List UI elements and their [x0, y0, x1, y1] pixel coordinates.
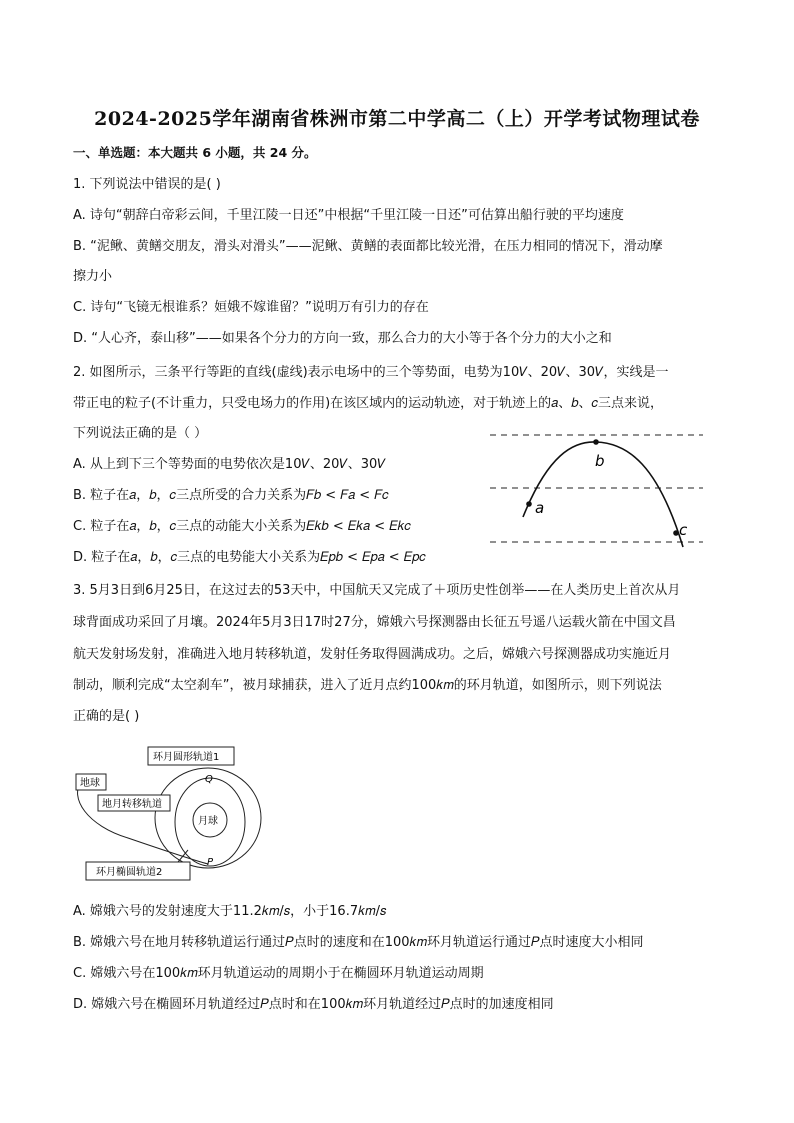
- q2-stem-line2: 带正电的粒子(不计重力，只受电场力的作用)在该区域内的运动轨迹，对于轨迹上的𝑎、𝑏、𝑐三点来说，: [73, 396, 664, 411]
- q1-stem: 1. 下列说法中错误的是( ): [73, 177, 221, 192]
- label-a: a: [535, 499, 545, 517]
- q3-stem-line3: 航天发射场发射，准确进入地月转移轨道，发射任务取得圆满成功。之后，嫦娥六号探测器成功实施近月: [73, 647, 672, 662]
- transfer-orbit-curve: [78, 780, 208, 864]
- label-b: b: [595, 452, 605, 470]
- point-p-label: P: [207, 857, 214, 868]
- lunar-orbit-figure: [68, 738, 288, 888]
- q2-option-d: D. 粒子在𝑎，𝑏，𝑐三点的电势能大小关系为𝐸𝑝𝑏 < 𝐸𝑝𝑎 < 𝐸𝑝𝑐: [73, 550, 426, 565]
- earth-label: 地球: [80, 778, 100, 789]
- q3-option-c: C. 嫦娥六号在100𝑘𝑚环月轨道运动的周期小于在椭圆环月轨道运动周期: [73, 966, 484, 981]
- label-c: c: [679, 521, 688, 539]
- q1-option-b: B. “泥鳅、黄鳝交朋友，滑头对滑头”——泥鳅、黄鳝的表面都比较光滑，在压力相同的情况下，滑动摩: [73, 239, 663, 254]
- point-c-dot: [673, 530, 679, 536]
- q3-option-a: A. 嫦娥六号的发射速度大于11.2𝑘𝑚/𝑠，小于16.7𝑘𝑚/𝑠: [73, 904, 387, 919]
- elliptic-orbit-label: 环月椭圆轨道2: [96, 867, 163, 878]
- q2-stem-line1: 2. 如图所示，三条平行等距的直线(虚线)表示电场中的三个等势面，电势为10𝑉、20𝑉、30𝑉，实线是一: [73, 365, 669, 380]
- q1-option-c: C. 诗句“飞镜无根谁系？姮娥不嫁谁留？”说明万有引力的存在: [73, 300, 429, 315]
- q3-option-b: B. 嫦娥六号在地月转移轨道运行通过𝑃点时的速度和在100𝑘𝑚环月轨道运行通过𝑃点时速度大小相同: [73, 935, 644, 950]
- point-b-dot: [593, 439, 599, 445]
- equipotential-figure: [488, 425, 708, 555]
- q2-option-c: C. 粒子在𝑎，𝑏，𝑐三点的动能大小关系为𝐸𝑘𝑏 < 𝐸𝑘𝑎 < 𝐸𝑘𝑐: [73, 519, 411, 534]
- q3-stem-line2: 球背面成功采回了月壤。2024年5月3日17时27分，嫦娥六号探测器由长征五号遥八运载火箭在中国文昌: [73, 615, 676, 630]
- q3-stem-line1: 3. 5月3日到6月25日，在这过去的53天中，中国航天又完成了＋项历史性创举——在人类历史上首次从月: [73, 583, 681, 598]
- q3-option-d: D. 嫦娥六号在椭圆环月轨道经过𝑃点时和在100𝑘𝑚环月轨道经过𝑃点时的加速度相同: [73, 997, 554, 1012]
- q3-stem-line5: 正确的是( ): [73, 709, 140, 724]
- point-a-dot: [526, 501, 532, 507]
- page-title: 2024-2025学年湖南省株洲市第二中学高二（上）开学考试物理试卷: [94, 108, 700, 130]
- moon-label: 月球: [198, 816, 218, 827]
- q3-stem-line4: 制动，顺利完成“太空刹车”，被月球捕获，进入了近月点约100𝑘𝑚的环月轨道，如图所示，则下列说法: [73, 678, 662, 693]
- q2-option-b: B. 粒子在𝑎，𝑏，𝑐三点所受的合力关系为𝐹𝑏 < 𝐹𝑎 < 𝐹𝑐: [73, 488, 389, 503]
- point-q-label: Q: [205, 774, 213, 785]
- q2-option-a: A. 从上到下三个等势面的电势依次是10𝑉、20𝑉、30𝑉: [73, 457, 386, 472]
- q1-option-b-cont: 擦力小: [73, 269, 113, 284]
- transfer-orbit-label: 地月转移轨道: [102, 799, 162, 810]
- section-heading: 一、单选题：本大题共 6 小题，共 24 分。: [73, 145, 317, 160]
- q2-stem-line3: 下列说法正确的是（ ）: [73, 426, 208, 441]
- circular-orbit-label: 环月圆形轨道1: [153, 752, 220, 763]
- elliptic-leader-line: [178, 850, 188, 862]
- q1-option-d: D. “人心齐，泰山移”——如果各个分力的方向一致，那么合力的大小等于各个分力的大小之和: [73, 331, 612, 346]
- q1-option-a: A. 诗句“朝辞白帝彩云间，千里江陵一日还”中根据“千里江陵一日还”可估算出船行驶的平均速度: [73, 208, 624, 223]
